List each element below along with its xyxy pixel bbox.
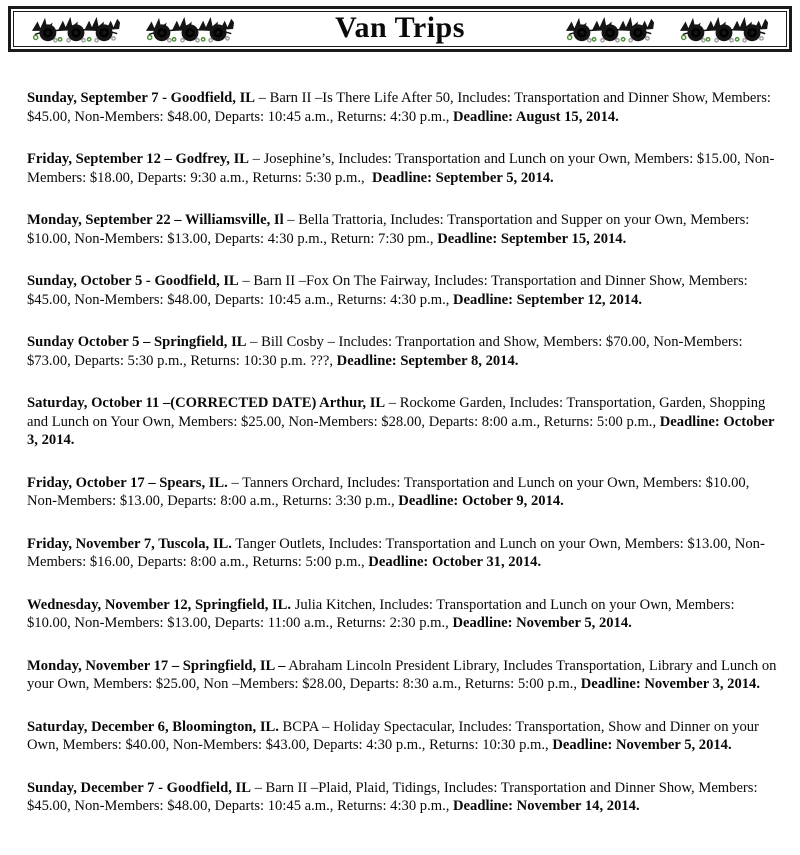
trip-date-location: Friday, October 17 – Spears, IL. xyxy=(27,474,228,491)
trip-deadline: Deadline: November 5, 2014. xyxy=(552,737,732,753)
trip-entry xyxy=(27,596,777,633)
trip-date-location: Sunday October 5 – Springfield, IL xyxy=(27,334,247,350)
header-frame xyxy=(13,11,787,47)
trip-deadline: Deadline: October 9, 2014. xyxy=(398,493,564,509)
rose-garland-icon xyxy=(562,14,658,44)
trip-deadline: Deadline: October 31, 2014. xyxy=(368,554,542,570)
trips-list xyxy=(27,89,777,816)
trip-deadline: Deadline: September 15, 2014. xyxy=(437,230,627,247)
page-title: Van Trips xyxy=(335,11,465,44)
trip-entry xyxy=(27,333,777,370)
trip-entry xyxy=(27,272,777,309)
trip-deadline: Deadline: November 5, 2014. xyxy=(452,615,632,631)
header-ornaments-right xyxy=(562,14,772,44)
trip-details: – Rockome Garden, Includes: Transportation, Garden, Shopping and Lunch on Your Own, Members: $25.00, Non-Members: $28.00, Departs: 8:00 a.m., Returns: 5:00 p.m., xyxy=(27,395,766,430)
trip-date-location: Saturday, October 11 –(CORRECTED DATE) Arthur, IL xyxy=(27,395,386,411)
trip-details: – Bill Cosby – Includes: Tranportation and Show, Members: $70.00, Non-Members: $73.00, Departs: 5:30 p.m., Returns: 10:30 p.m. ???, xyxy=(27,334,743,369)
trip-date-location: Friday, September 12 – Godfrey, IL xyxy=(27,151,250,167)
trip-details: BCPA – Holiday Spectacular, Includes: Transportation, Show and Dinner on your Own, Members: $40.00, Non-Members: $43.00, Departs: 4:30 p.m., Returns: 10:30 p.m., xyxy=(27,718,759,753)
trip-deadline: Deadline: September 12, 2014. xyxy=(453,291,643,308)
trip-entry xyxy=(27,718,777,755)
trip-entry xyxy=(27,535,777,572)
trip-entry xyxy=(27,394,777,450)
trip-entry xyxy=(27,150,777,187)
trip-date-location: Monday, September 22 – Williamsville, Il xyxy=(27,212,284,228)
trip-details: Julia Kitchen, Includes: Transportation and Lunch on your Own, Members: $10.00, Non-Members: $13.00, Departs: 11:00 a.m., Returns: 2:30 p.m., xyxy=(27,596,735,631)
trip-entry xyxy=(27,474,777,511)
trip-details: Tanger Outlets, Includes: Transportation and Lunch on your Own, Members: $13.00, Non-Members: $16.00, Departs: 8:00 a.m., Returns: 5:00 p.m., xyxy=(27,535,765,570)
header-ornaments-left xyxy=(28,14,238,44)
trip-date-location: Sunday, December 7 - Goodfield, IL xyxy=(27,779,251,796)
trip-deadline: Deadline: August 15, 2014. xyxy=(453,108,619,125)
trip-date-location: Sunday, September 7 - Goodfield, IL xyxy=(27,90,255,106)
trip-details: – Barn II –Is There Life After 50, Includes: Transportation and Dinner Show, Members: $45.00, Non-Members: $48.00, Departs: 10:45 a.m., Returns: 4:30 p.m., xyxy=(27,90,771,125)
trip-date-location: Wednesday, November 12, Springfield, IL. xyxy=(27,596,292,613)
trip-date-location: Monday, November 17 – Springfield, IL – xyxy=(27,657,286,674)
trip-deadline: Deadline: September 8, 2014. xyxy=(336,352,519,369)
trip-entry xyxy=(27,657,777,694)
trip-date-location: Sunday, October 5 - Goodfield, IL xyxy=(27,273,239,289)
trip-details: – Barn II –Plaid, Plaid, Tidings, Includes: Transportation and Dinner Show, Members: $45.00, Non-Members: $48.00, Departs: 10:45 a.m., Returns: 4:30 p.m., xyxy=(27,779,758,814)
trip-deadline: Deadline: November 3, 2014. xyxy=(580,676,760,692)
trip-deadline: Deadline: September 5, 2014. xyxy=(371,169,554,186)
trip-details: – Barn II –Fox On The Fairway, Includes: Transportation and Dinner Show, Members: $45.00, Non-Members: $48.00, Departs: 10:45 a.m., Returns: 4:30 p.m., xyxy=(27,273,748,308)
rose-garland-icon xyxy=(28,14,124,44)
trip-deadline: Deadline: October 3, 2014. xyxy=(27,413,775,448)
rose-garland-icon xyxy=(142,14,238,44)
trip-details: – Tanners Orchard, Includes: Transportation and Lunch on your Own, Members: $10.00, Non-Members: $13.00, Departs: 8:00 a.m., Returns: 3:30 p.m., xyxy=(27,474,750,509)
trip-entry xyxy=(27,211,777,248)
trip-entry xyxy=(27,89,777,126)
rose-garland-icon xyxy=(676,14,772,44)
trip-details: Abraham Lincoln President Library, Includes Transportation, Library and Lunch on your Own, Members: $25.00, Non –Members: $28.00, Departs: 8:30 a.m., Returns: 5:00 p.m., xyxy=(27,657,777,692)
trip-details: – Bella Trattoria, Includes: Transportation and Supper on your Own, Members: $10.00, Non-Members: $13.00, Departs: 4:30 p.m., Return: 7:30 pm., xyxy=(27,212,750,247)
header xyxy=(8,6,792,52)
trip-deadline: Deadline: November 14, 2014. xyxy=(453,798,640,814)
trip-date-location: Saturday, December 6, Bloomington, IL. xyxy=(27,718,279,735)
trip-entry xyxy=(27,779,777,816)
trip-date-location: Friday, November 7, Tuscola, IL. xyxy=(27,535,232,552)
trip-details: – Josephine’s, Includes: Transportation and Lunch on your Own, Members: $15.00, Non-Members: $18.00, Departs: 9:30 a.m., Returns: 5:30 p.m., xyxy=(27,151,775,186)
